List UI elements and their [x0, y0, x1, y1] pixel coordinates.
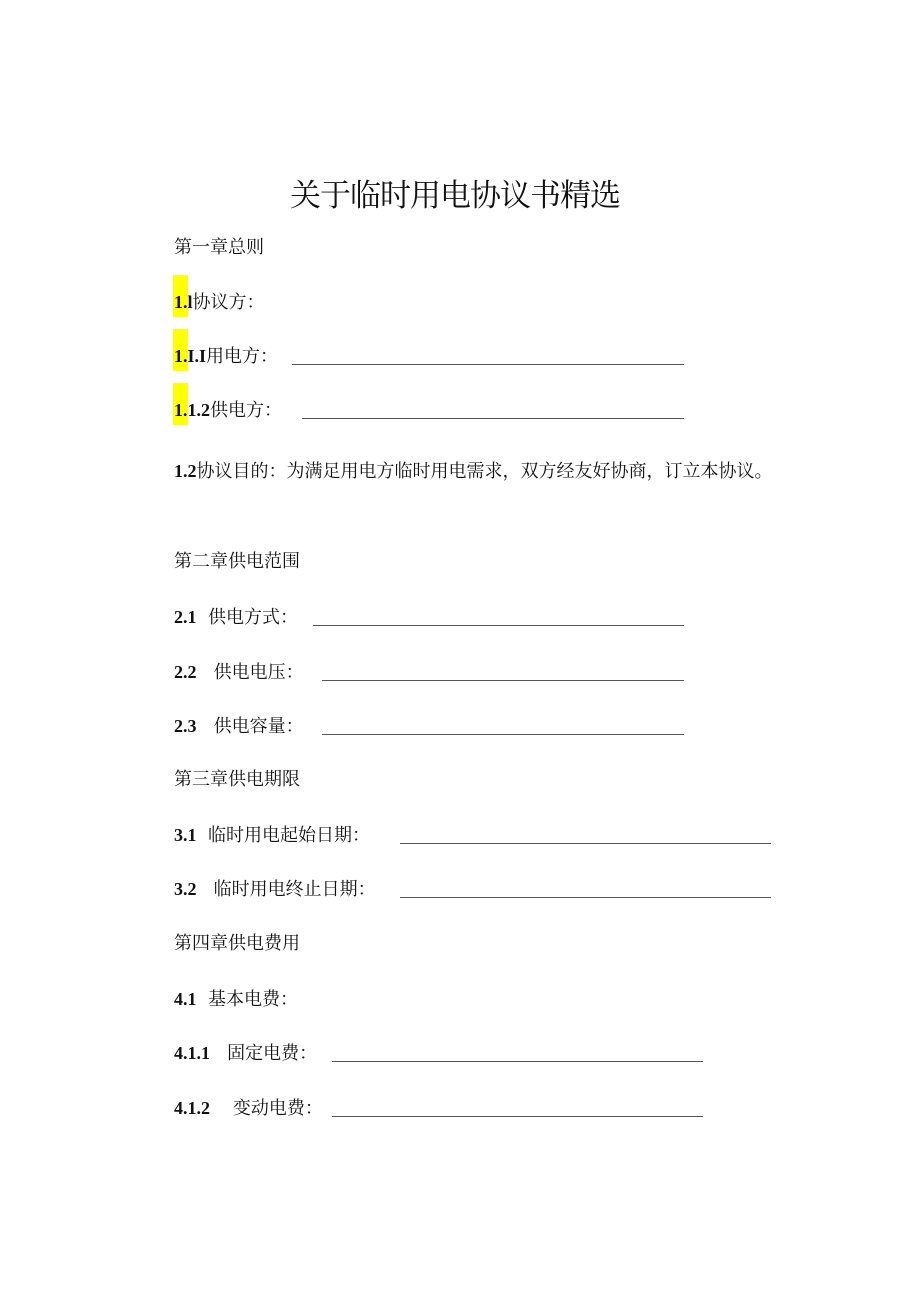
clause-4-1-2 — [174, 1096, 323, 1121]
clause-label: 供电方式： — [207, 607, 298, 628]
clause-label: 供电电压： — [213, 662, 304, 683]
fill-in-blank[interactable] — [313, 625, 684, 626]
fill-in-blank[interactable] — [332, 1061, 703, 1062]
clause-label: 基本电费： — [207, 989, 298, 1010]
fill-in-blank[interactable] — [302, 418, 684, 419]
clause-2-3 — [174, 714, 304, 739]
clause-number: 2.1 — [174, 607, 197, 627]
fill-in-blank[interactable] — [400, 897, 771, 898]
chapter-2-heading: 第二章供电范围 — [174, 551, 300, 572]
clause-label: 供电方： — [210, 400, 282, 421]
fill-in-blank[interactable] — [400, 843, 771, 844]
clause-1-1-2 — [174, 398, 282, 423]
chapter-4-heading: 第四章供电费用 — [174, 933, 300, 954]
clause-label: 变动电费： — [232, 1098, 323, 1119]
clause-1-2 — [134, 451, 794, 492]
clause-text: 协议目的：为满足用电方临时用电需求，双方经友好协商，订立本协议。 — [196, 461, 773, 482]
fill-in-blank[interactable] — [332, 1116, 703, 1117]
fill-in-blank[interactable] — [322, 734, 684, 735]
clause-number: 3.1 — [174, 825, 197, 845]
clause-number: 2.2 — [174, 662, 197, 682]
clause-2-1 — [174, 605, 298, 630]
chapter-3-heading: 第三章供电期限 — [174, 769, 300, 790]
clause-4-1-1 — [174, 1041, 317, 1066]
clause-number: 1.l — [174, 292, 193, 312]
clause-number: 4.1.1 — [174, 1043, 210, 1063]
clause-2-2 — [174, 660, 304, 685]
clause-label: 用电方： — [206, 346, 279, 367]
clause-1-1-1 — [174, 344, 278, 369]
clause-4-1 — [174, 987, 298, 1012]
clause-label: 临时用电起始日期： — [207, 825, 370, 846]
clause-number: 4.1.2 — [174, 1098, 210, 1118]
clause-label: 临时用电终止日期： — [213, 879, 376, 900]
clause-number: 1.1.2 — [174, 400, 210, 420]
clause-number: 1.2 — [174, 461, 197, 481]
clause-label: 协议方： — [192, 292, 265, 313]
document-title: 关于临时用电协议书精选 — [290, 178, 620, 214]
clause-label: 供电容量： — [213, 716, 304, 737]
clause-number: 2.3 — [174, 716, 197, 736]
fill-in-blank[interactable] — [322, 680, 684, 681]
clause-3-1 — [174, 823, 370, 848]
clause-number: 3.2 — [174, 879, 197, 899]
clause-3-2 — [174, 877, 376, 902]
chapter-1-heading: 第一章总则 — [174, 237, 264, 258]
clause-number: 1.I.I — [174, 346, 207, 366]
fill-in-blank[interactable] — [292, 364, 684, 365]
clause-number: 4.1 — [174, 989, 197, 1009]
clause-label: 固定电费： — [227, 1043, 318, 1064]
clause-1-1 — [174, 290, 265, 315]
